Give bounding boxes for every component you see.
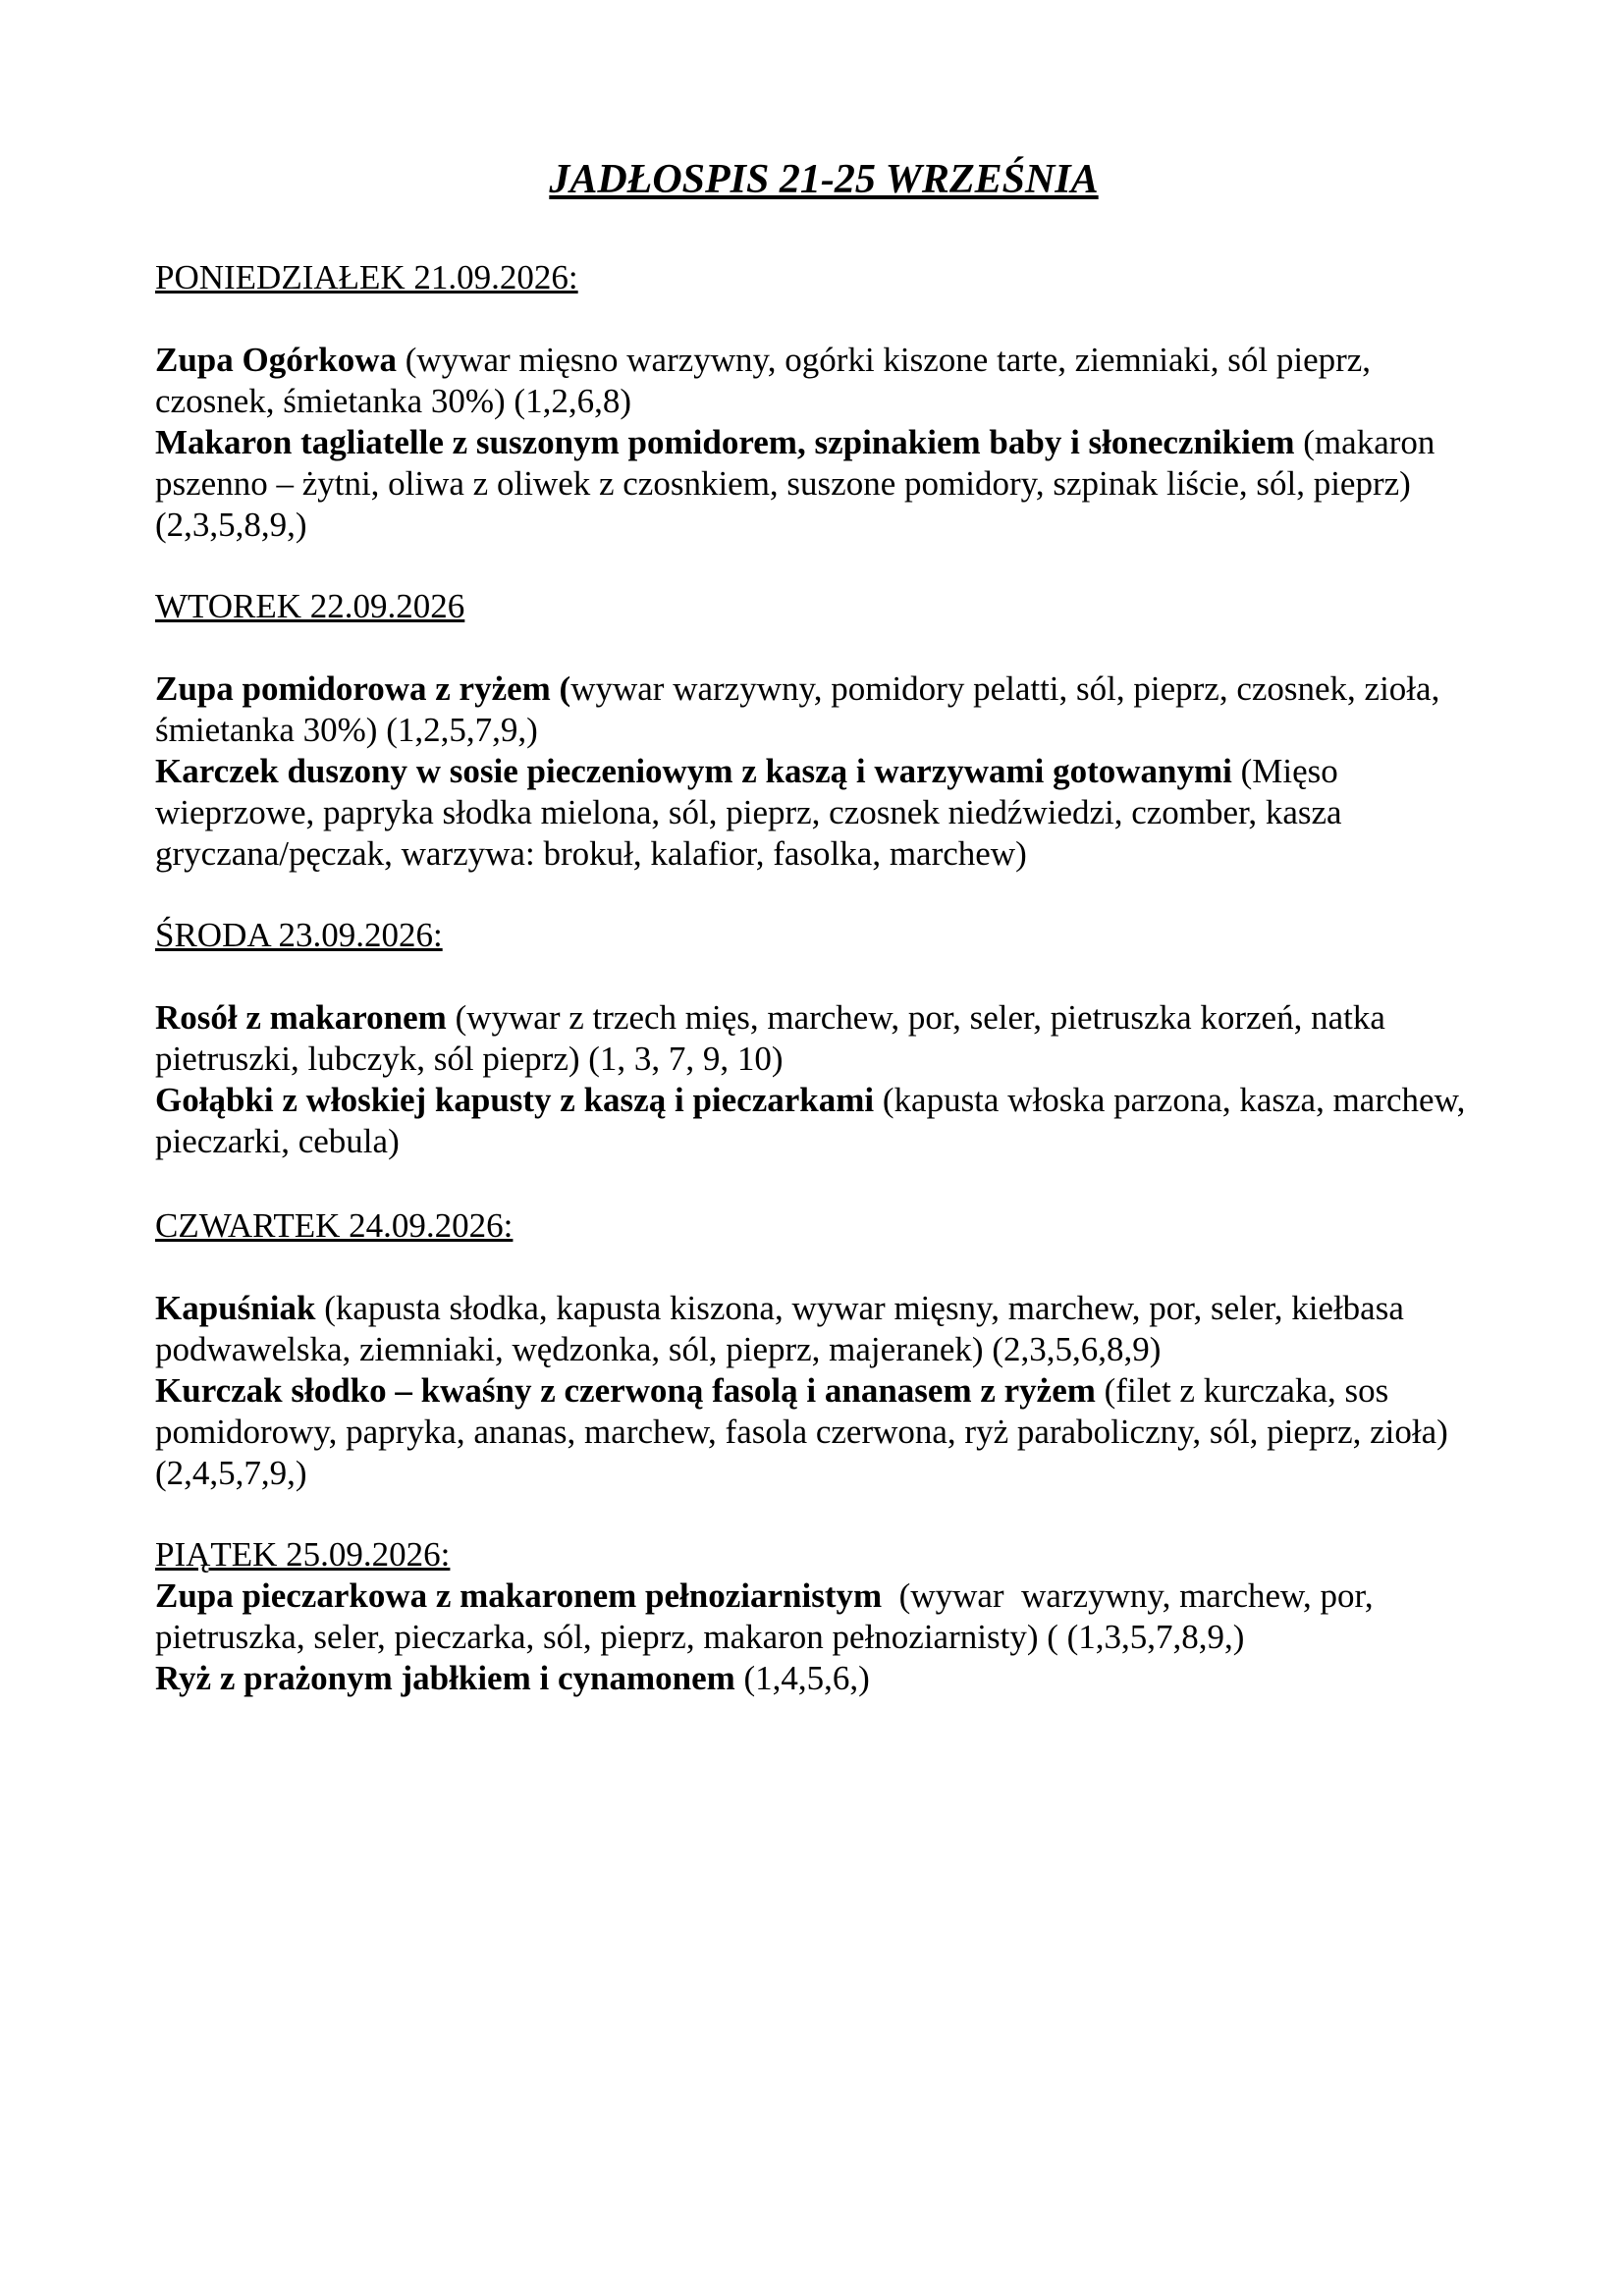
- dish-details: (wywar z trzech mięs, marchew, por, seler, pietruszka korzeń, natka pietruszki, lubczyk, sól pieprz) (1, 3, 7, 9, 10): [155, 998, 1385, 1078]
- menu-item: [155, 422, 1471, 546]
- day-section-tuesday: [155, 586, 1471, 875]
- day-section-friday: [155, 1534, 1471, 1699]
- day-items: [155, 668, 1471, 875]
- day-items: [155, 1575, 1471, 1699]
- day-heading: WTOREK 22.09.2026: [155, 587, 465, 625]
- menu-item: [155, 340, 1471, 422]
- dish-name: Karczek duszony w sosie pieczeniowym z kaszą i warzywami gotowanymi: [155, 752, 1232, 790]
- day-section-monday: [155, 257, 1471, 546]
- menu-item: [155, 1080, 1471, 1162]
- dish-name: Gołąbki z włoskiej kapusty z kaszą i pieczarkami: [155, 1081, 875, 1119]
- menu-item: [155, 1288, 1471, 1370]
- day-items: [155, 1288, 1471, 1494]
- dish-name: Makaron tagliatelle z suszonym pomidorem, szpinakiem baby i słonecznikiem: [155, 423, 1295, 461]
- day-heading: ŚRODA 23.09.2026:: [155, 916, 443, 954]
- day-items: [155, 340, 1471, 546]
- dish-details: (kapusta słodka, kapusta kiszona, wywar mięsny, marchew, por, seler, kiełbasa podwawelska, ziemniaki, wędzonka, sól, pieprz, majeranek) (2,3,5,6,8,9): [155, 1289, 1404, 1368]
- dish-details: (filet z kurczaka, sos pomidorowy, papryka, ananas, marchew, fasola czerwona, ryż paraboliczny, sól, pieprz, zioła) (2,4,5,7,9,): [155, 1371, 1448, 1492]
- dish-name: Kurczak słodko – kwaśny z czerwoną fasolą i ananasem z ryżem: [155, 1371, 1096, 1410]
- day-section-wednesday: [155, 915, 1471, 1162]
- menu-item: [155, 668, 1471, 751]
- dish-details: (Mięso wieprzowe, papryka słodka mielona, sól, pieprz, czosnek niedźwiedzi, czomber, kasza gryczana/pęczak, warzywa: brokuł, kalafior, fasolka, marchew): [155, 752, 1342, 873]
- day-section-thursday: [155, 1205, 1471, 1494]
- dish-name: Zupa Ogórkowa: [155, 341, 398, 379]
- dish-details: wywar warzywny, pomidory pelatti, sól, pieprz, czosnek, zioła, śmietanka 30%) (1,2,5,7,9,): [155, 669, 1440, 749]
- day-items: [155, 997, 1471, 1162]
- day-heading: CZWARTEK 24.09.2026:: [155, 1206, 514, 1245]
- dish-details: (1,4,5,6,): [734, 1659, 870, 1697]
- page-title: JADŁOSPIS 21-25 WRZEŚNIA: [549, 157, 1099, 202]
- menu-item: [155, 1575, 1471, 1658]
- day-heading: PIĄTEK 25.09.2026:: [155, 1535, 451, 1574]
- dish-details: (kapusta włoska parzona, kasza, marchew, pieczarki, cebula): [155, 1081, 1466, 1160]
- menu-item: [155, 751, 1471, 875]
- dish-name: Zupa pieczarkowa z makaronem pełnoziarnistym: [155, 1576, 883, 1615]
- dish-details: (makaron pszenno – żytni, oliwa z oliwek z czosnkiem, suszone pomidory, szpinak liście, sól, pieprz) (2,3,5,8,9,): [155, 423, 1435, 544]
- dish-name: Rosół z makaronem: [155, 998, 447, 1037]
- dish-name: Kapuśniak: [155, 1289, 316, 1327]
- menu-item: [155, 1370, 1471, 1494]
- day-heading: PONIEDZIAŁEK 21.09.2026:: [155, 258, 578, 296]
- dish-details: (wywar warzywny, marchew, por, pietruszka, seler, pieczarka, sól, pieprz, makaron pełnoziarnisty) ( (1,3,5,7,8,9,): [155, 1576, 1382, 1656]
- dish-details: (wywar mięsno warzywny, ogórki kiszone tarte, ziemniaki, sól pieprz, czosnek, śmietanka 30%) (1,2,6,8): [155, 341, 1372, 420]
- dish-name: Zupa pomidorowa z ryżem (: [155, 669, 571, 708]
- dish-name: Ryż z prażonym jabłkiem i cynamonem: [155, 1659, 735, 1697]
- menu-item: [155, 1658, 1471, 1699]
- menu-item: [155, 997, 1471, 1080]
